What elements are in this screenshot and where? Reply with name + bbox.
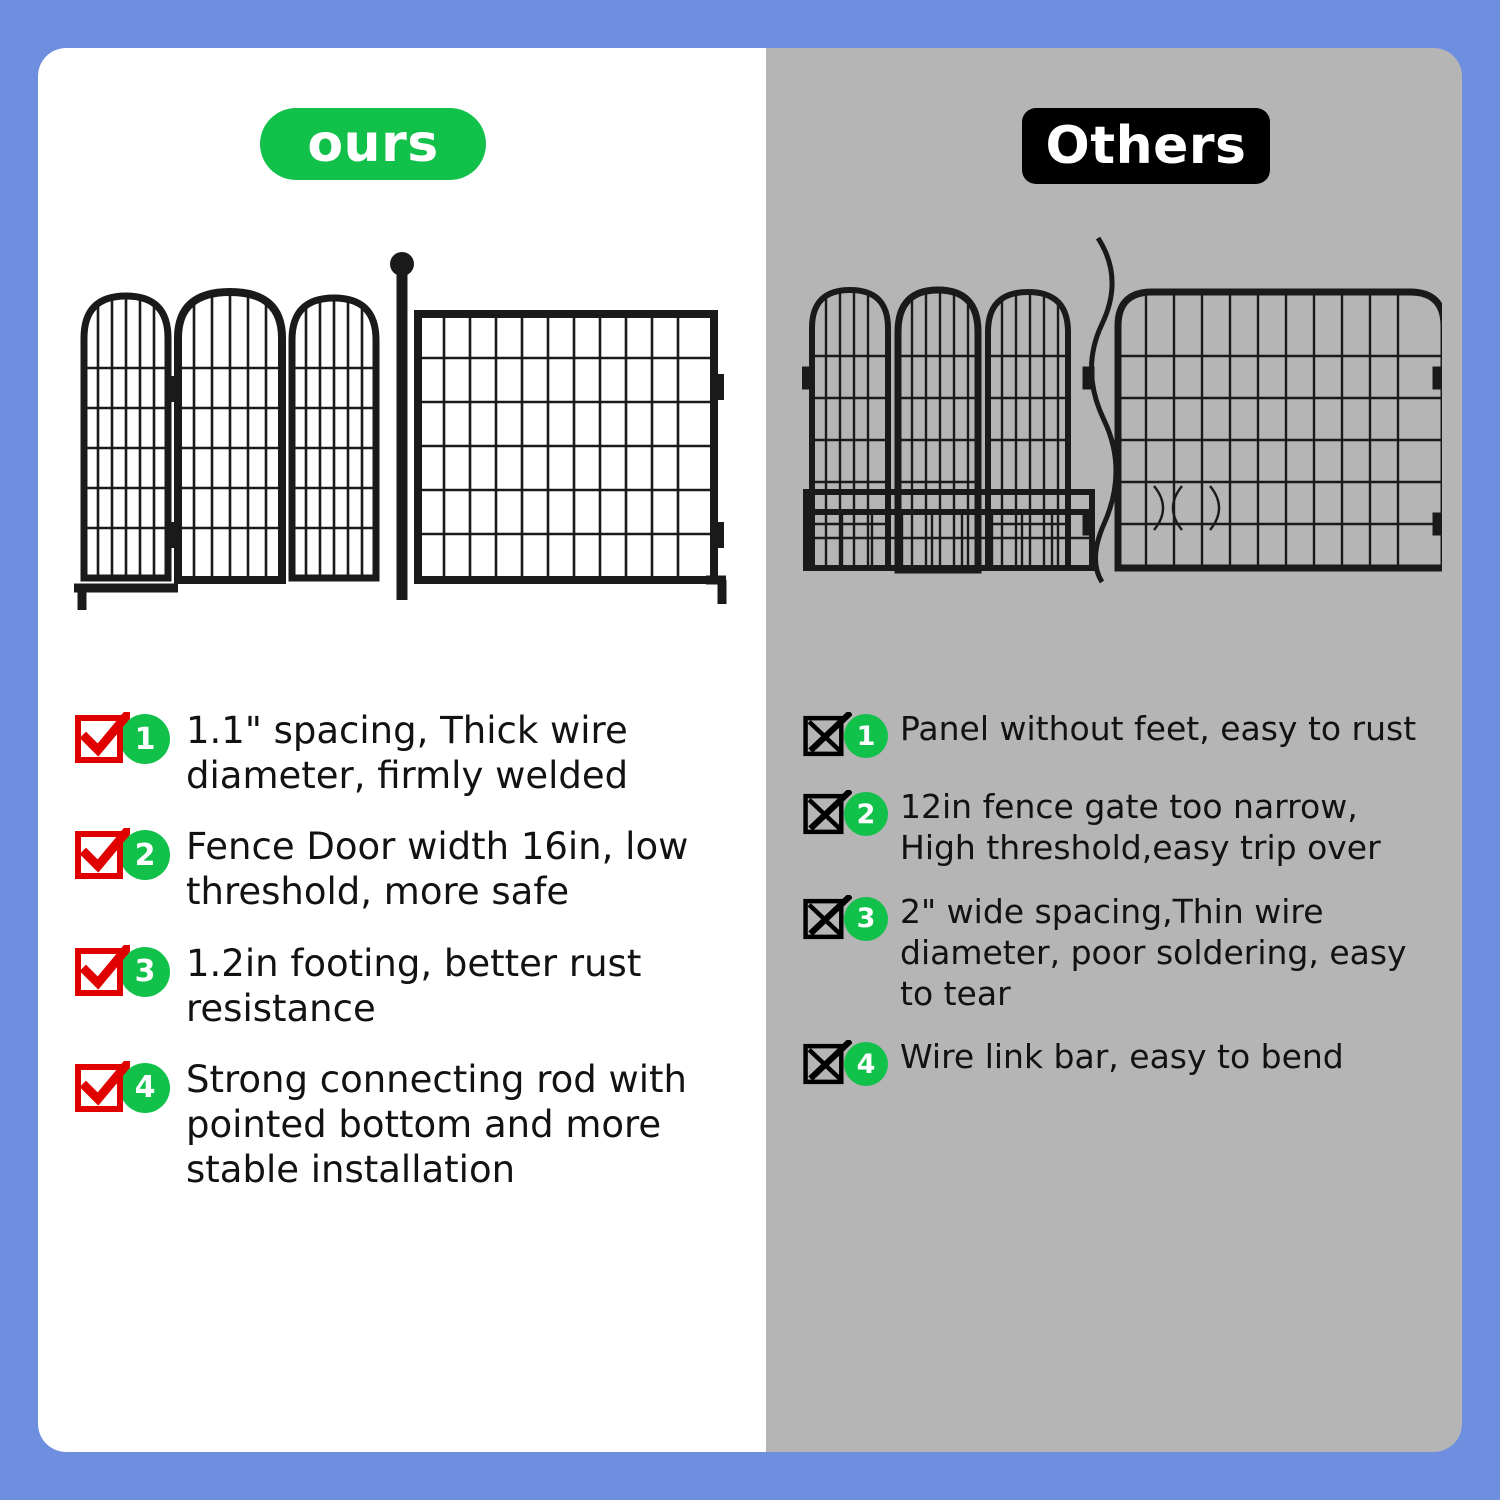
check-mark-icon <box>74 945 130 997</box>
item-text: 1.1" spacing, Thick wire diameter, firmly welded <box>186 709 629 798</box>
check-mark-icon <box>74 1061 130 1113</box>
panels-container <box>38 48 1462 1452</box>
check-mark-icon <box>74 828 130 880</box>
list-item <box>74 1057 744 1192</box>
item-number: 4 <box>844 1042 888 1086</box>
cross-mark-icon <box>802 895 858 947</box>
item-number: 1 <box>844 714 888 758</box>
cross-mark-icon <box>802 1040 858 1092</box>
others-feature-list <box>802 708 1442 1114</box>
check-mark-icon <box>74 712 130 764</box>
list-item <box>802 708 1442 764</box>
others-fence-svg <box>802 228 1442 648</box>
list-item <box>74 941 744 1031</box>
item-text: Strong connecting rod with pointed bottom and more stable installation <box>186 1057 687 1191</box>
ours-fence-svg <box>66 228 746 648</box>
ours-feature-list <box>74 708 744 1218</box>
item-number: 2 <box>844 792 888 836</box>
others-fence-illustration <box>802 228 1442 648</box>
list-item <box>74 824 744 914</box>
list-item <box>802 1036 1442 1092</box>
list-item <box>802 786 1442 869</box>
item-number: 3 <box>844 897 888 941</box>
item-text: Wire link bar, easy to bend <box>900 1037 1344 1077</box>
others-panel <box>766 48 1462 1452</box>
item-text: 12in fence gate too narrow, High threshold,easy trip over <box>900 787 1381 868</box>
others-badge: Others <box>1022 108 1270 184</box>
cross-mark-icon <box>802 790 858 842</box>
item-number: 4 <box>120 1063 170 1113</box>
item-text: 1.2in footing, better rust resistance <box>186 941 642 1030</box>
item-number: 1 <box>120 714 170 764</box>
ours-panel <box>38 48 766 1452</box>
ours-badge: ours <box>260 108 486 180</box>
cross-mark-icon <box>802 712 858 764</box>
list-item <box>802 891 1442 1015</box>
ours-fence-illustration <box>66 228 746 648</box>
item-number: 3 <box>120 947 170 997</box>
item-text: 2" wide spacing,Thin wire diameter, poor soldering, easy to tear <box>900 891 1407 1013</box>
list-item <box>74 708 744 798</box>
item-text: Panel without feet, easy to rust <box>900 709 1417 748</box>
item-text: Fence Door width 16in, low threshold, more safe <box>186 825 689 914</box>
item-number: 2 <box>120 830 170 880</box>
